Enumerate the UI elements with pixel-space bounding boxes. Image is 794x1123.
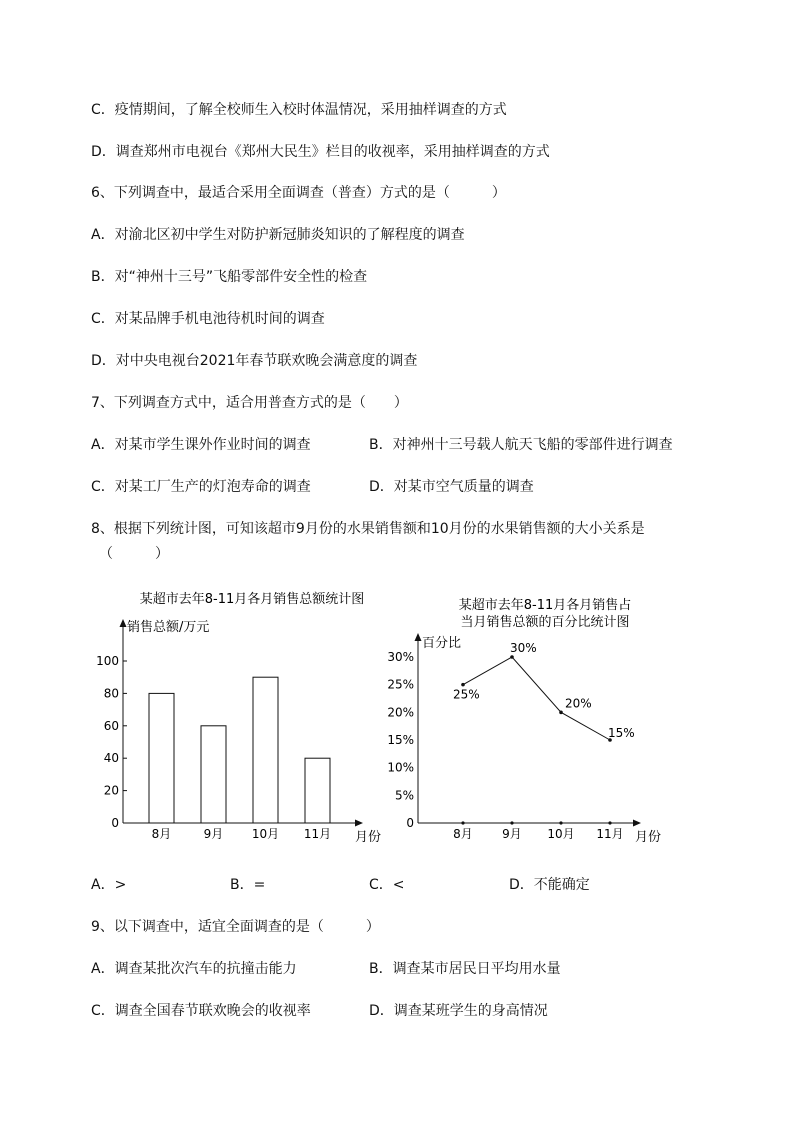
q8-answer-paren: （ ） (99, 546, 169, 562)
bar-xtick-label: 11月 (303, 827, 332, 841)
bar-1 (149, 693, 174, 823)
bar-chart (95, 585, 395, 850)
q8-stem: 8、根据下列统计图，可知该超市9月份的水果销售额和10月份的水果销售额的大小关系是 (91, 521, 645, 537)
q5-option-d: D．调查郑州市电视台《郑州大民生》栏目的收视率，采用抽样调查的方式 (91, 144, 550, 160)
line-xtick-label: 11月 (596, 827, 624, 841)
q6-option-c: C．对某品牌手机电池待机时间的调查 (91, 311, 325, 327)
q7-option-a: A．对某市学生课外作业时间的调查 (91, 437, 311, 453)
bar-chart-ylabel: 销售总额/万元 (127, 620, 210, 635)
q8-option-d: D．不能确定 (509, 877, 590, 893)
q9-option-b: B．调查某市居民日平均用水量 (369, 961, 561, 977)
bar-xtick-label: 10月 (251, 827, 280, 841)
line-xtick-label: 9月 (502, 827, 522, 841)
line-xtick-label: 10月 (547, 827, 575, 841)
line-ytick-label: 5% (394, 788, 414, 803)
line-point-label: 20% (565, 696, 592, 711)
q7-option-d: D．对某市空气质量的调查 (369, 479, 534, 495)
line-point-1 (461, 683, 465, 687)
line-xtick-dot (461, 821, 464, 824)
line-chart (385, 585, 675, 850)
bar-chart-xlabel: 月份 (355, 830, 382, 845)
q6-stem: 6、下列调查中，最适合采用全面调查（普查）方式的是（ ） (91, 185, 506, 201)
line-point-3 (559, 711, 563, 715)
line-xtick-dot (510, 821, 513, 824)
q5-option-c: C．疫情期间，了解全校师生入校时体温情况，采用抽样调查的方式 (91, 102, 507, 118)
bar-3 (253, 677, 278, 823)
bar-chart-title: 某超市去年8-11月各月销售总额统计图 (139, 592, 365, 607)
line-ytick-label: 0 (406, 816, 414, 830)
line-point-label: 25% (453, 687, 480, 702)
line-point-2 (510, 655, 514, 659)
line-xtick-label: 8月 (453, 827, 473, 841)
bar-chart-y-arrow (120, 619, 127, 627)
bar-ytick-label: 100 (96, 654, 119, 668)
line-xtick-dot (559, 821, 562, 824)
line-chart-x-arrow (633, 820, 641, 827)
bar-ytick-label: 80 (103, 686, 119, 701)
q6-option-b: B．对“神州十三号”飞船零部件安全性的检查 (91, 269, 368, 285)
line-chart-title-line1: 某超市去年8-11月各月销售占 (458, 598, 632, 613)
bar-ytick-label: 0 (111, 816, 119, 830)
bar-xtick-label: 9月 (203, 827, 224, 841)
line-chart-ylabel: 百分比 (422, 636, 462, 651)
line-ytick-label: 25% (387, 677, 414, 692)
q8-option-b: B．= (230, 877, 266, 893)
bar-chart-x-arrow (355, 820, 363, 827)
q7-stem: 7、下列调查方式中，适合用普查方式的是（ ） (91, 395, 408, 411)
line-point-label: 30% (510, 641, 537, 655)
q9-stem: 9、以下调查中，适宜全面调查的是（ ） (91, 919, 380, 935)
q6-option-d: D．对中央电视台2021年春节联欢晚会满意度的调查 (91, 353, 418, 369)
line-ytick-label: 15% (387, 733, 414, 747)
bar-ytick-label: 20 (103, 783, 119, 798)
q9-option-c: C．调查全国春节联欢晚会的收视率 (91, 1003, 311, 1019)
q8-option-c: C．< (369, 877, 405, 893)
line-ytick-label: 20% (387, 705, 414, 720)
bar-4 (305, 758, 330, 823)
bar-2 (201, 726, 226, 823)
line-chart-xlabel: 月份 (635, 830, 662, 845)
bar-xtick-label: 8月 (151, 827, 172, 841)
line-ytick-label: 10% (387, 760, 414, 775)
q9-option-d: D．调查某班学生的身高情况 (369, 1003, 548, 1019)
line-chart-y-arrow (415, 633, 422, 641)
line-chart-title-line2: 当月销售总额的百分比统计图 (460, 615, 630, 630)
bar-ytick-label: 60 (103, 718, 119, 733)
q8-option-a: A．> (91, 877, 127, 893)
line-point-label: 15% (608, 726, 635, 740)
q6-option-a: A．对渝北区初中学生对防护新冠肺炎知识的了解程度的调查 (91, 227, 465, 243)
bar-ytick-label: 40 (103, 751, 119, 766)
q9-option-a: A．调查某批次汽车的抗撞击能力 (91, 961, 297, 977)
q7-option-b: B．对神州十三号载人航天飞船的零部件进行调查 (369, 437, 673, 453)
line-xtick-dot (608, 821, 611, 824)
line-ytick-label: 30% (387, 650, 414, 664)
q7-option-c: C．对某工厂生产的灯泡寿命的调查 (91, 479, 311, 495)
